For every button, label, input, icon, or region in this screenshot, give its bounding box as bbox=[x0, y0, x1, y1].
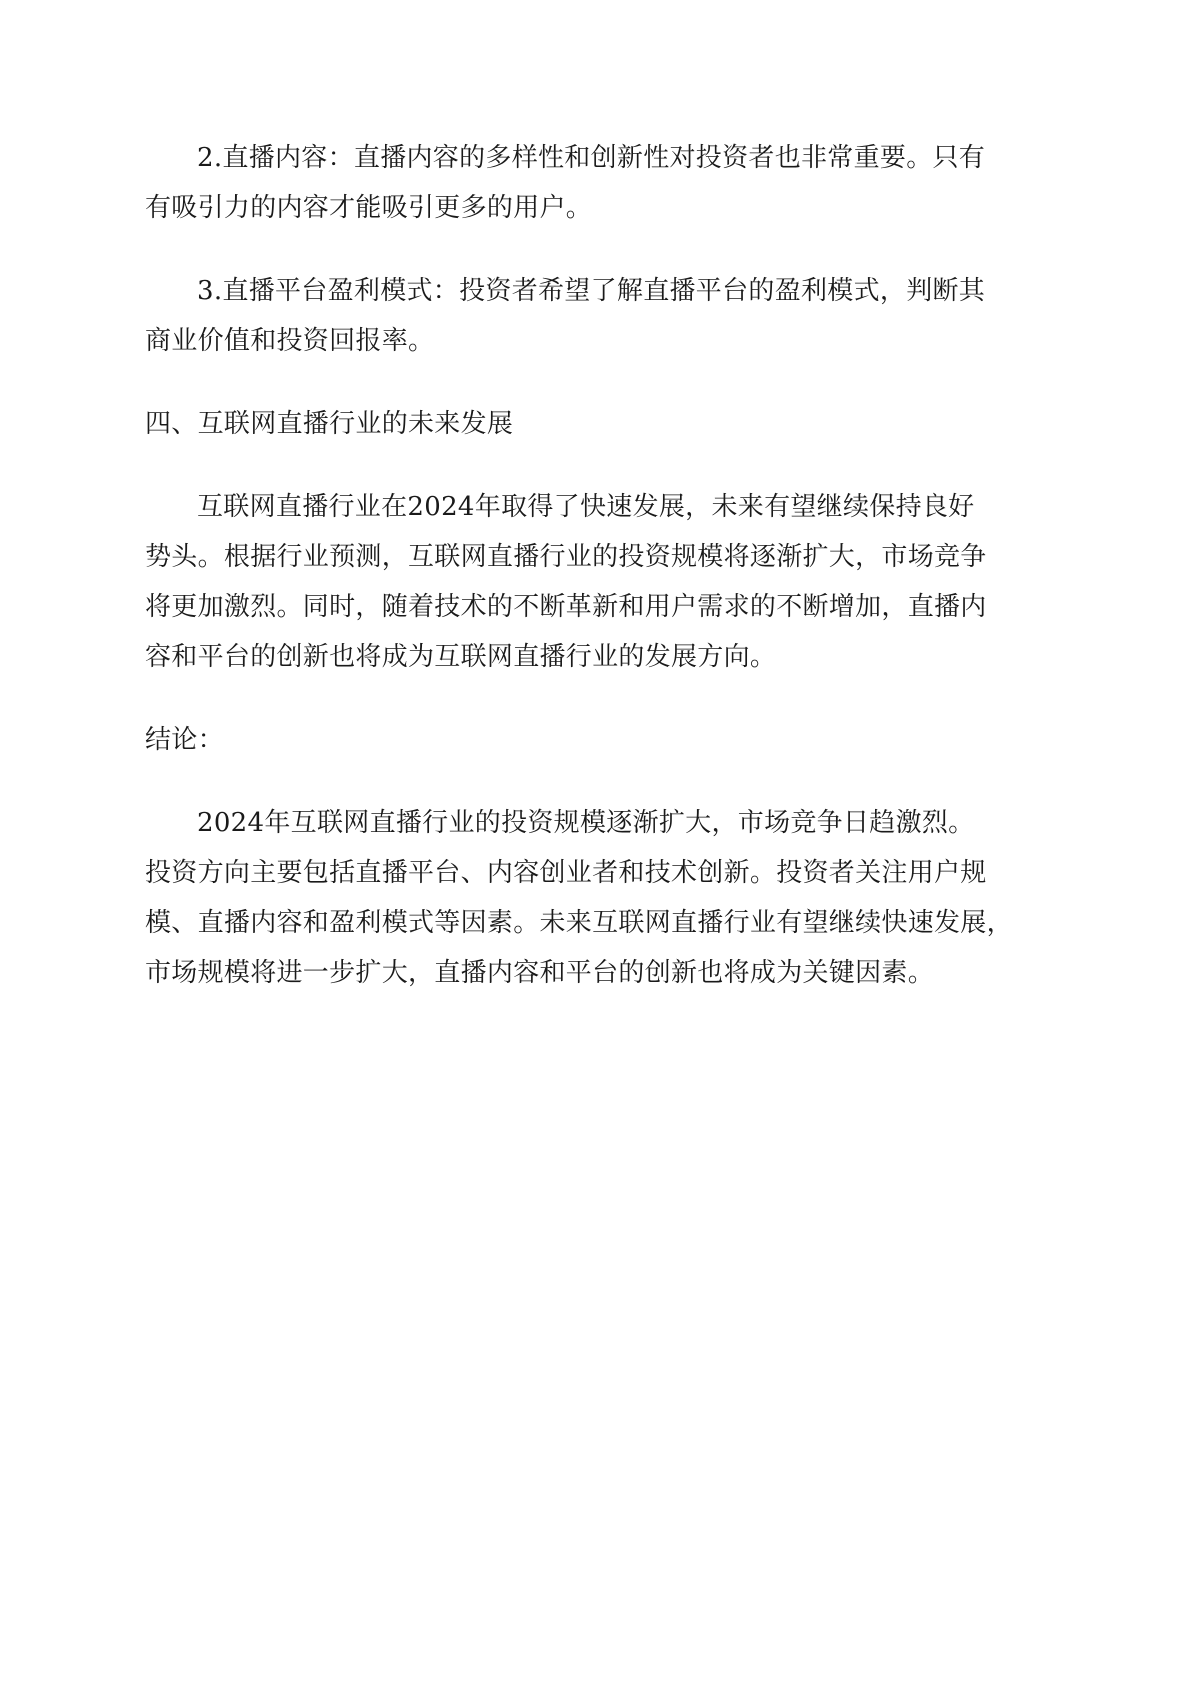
paragraph-line: 互联网直播行业在2024年取得了快速发展，未来有望继续保持良好 bbox=[197, 492, 975, 522]
paragraph-line: 2.直播内容：直播内容的多样性和创新性对投资者也非常重要。只有 bbox=[197, 143, 986, 173]
paragraph-conclusion bbox=[145, 798, 1075, 998]
paragraph-line: 势头。根据行业预测，互联网直播行业的投资规模将逐渐扩大，市场竞争 bbox=[145, 542, 987, 572]
paragraph-profit-model bbox=[145, 266, 1075, 366]
paragraph-line: 有吸引力的内容才能吸引更多的用户。 bbox=[145, 193, 593, 223]
paragraph-line: 市场规模将进一步扩大，直播内容和平台的创新也将成为关键因素。 bbox=[145, 958, 935, 988]
paragraph-line: 2024年互联网直播行业的投资规模逐渐扩大，市场竞争日趋激烈。 bbox=[197, 808, 975, 838]
paragraph-line: 投资方向主要包括直播平台、内容创业者和技术创新。投资者关注用户规 bbox=[145, 858, 987, 888]
paragraph-line: 模、直播内容和盈利模式等因素。未来互联网直播行业有望继续快速发展， bbox=[145, 908, 1013, 938]
document-body bbox=[145, 133, 1075, 998]
paragraph-line: 商业价值和投资回报率。 bbox=[145, 326, 435, 356]
paragraph-line: 将更加激烈。同时，随着技术的不断革新和用户需求的不断增加，直播内 bbox=[145, 592, 987, 622]
paragraph-live-content bbox=[145, 133, 1075, 233]
paragraph-line: 3.直播平台盈利模式：投资者希望了解直播平台的盈利模式，判断其 bbox=[197, 276, 986, 306]
paragraph-line: 容和平台的创新也将成为互联网直播行业的发展方向。 bbox=[145, 642, 777, 672]
section-heading-future: 四、互联网直播行业的未来发展 bbox=[145, 409, 514, 439]
conclusion-heading: 结论： bbox=[145, 725, 224, 755]
paragraph-future-development bbox=[145, 482, 1075, 682]
